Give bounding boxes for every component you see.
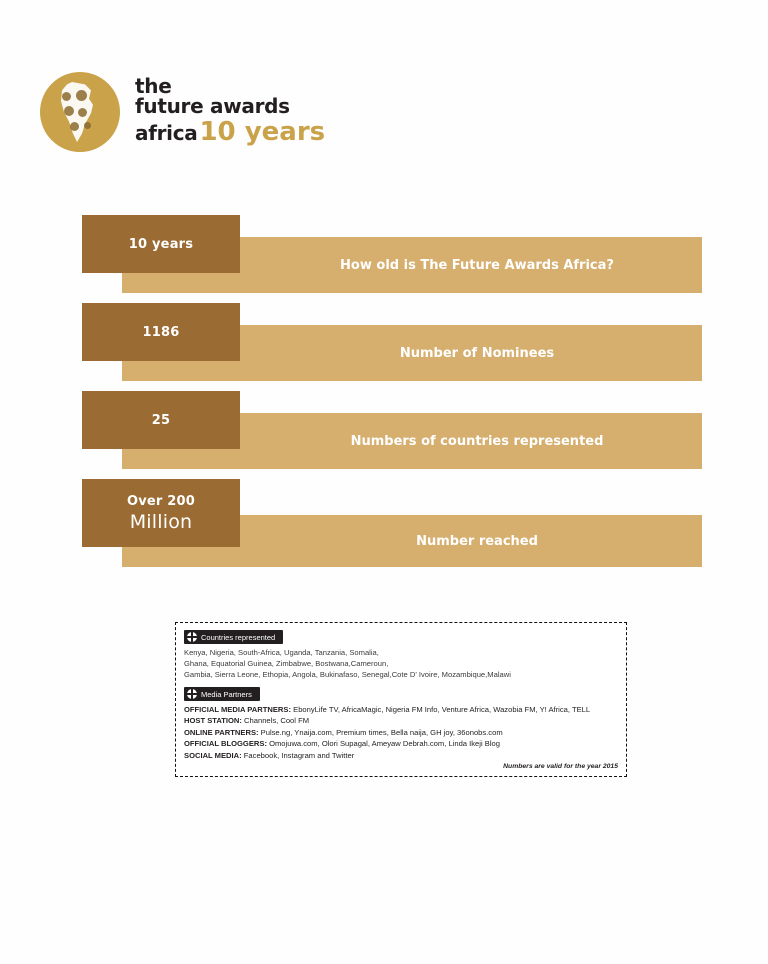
stat-bar-row — [82, 391, 702, 469]
partner-value: Facebook, Instagram and Twitter — [241, 750, 355, 760]
bar-value: Over 200 — [126, 493, 195, 509]
partner-line — [184, 715, 618, 726]
bar-value-block — [82, 303, 240, 361]
stat-bar-row — [82, 479, 702, 575]
bar-value: 25 — [151, 412, 171, 428]
bar-value-secondary: Million — [129, 510, 193, 533]
partner-line — [184, 727, 618, 738]
partners-list — [184, 704, 618, 761]
africa-logo-icon — [40, 72, 120, 152]
partner-value: Channels, Cool FM — [241, 716, 310, 726]
bar-value-block — [82, 391, 240, 449]
logo-line-africa: africa — [135, 120, 198, 145]
partner-key: HOST STATION: — [184, 716, 242, 726]
partner-key: ONLINE PARTNERS: — [184, 727, 259, 737]
globe-icon — [187, 632, 197, 642]
logo-line-future-awards: future awards — [135, 94, 290, 119]
countries-line: Kenya, Nigeria, South-Africa, Uganda, Tanzania, Somalia, — [184, 648, 379, 657]
partner-line — [184, 750, 618, 761]
bar-value: 10 years — [128, 236, 194, 252]
logo-dot — [62, 92, 71, 101]
partner-line — [184, 738, 618, 749]
logo-dot — [78, 108, 87, 117]
logo-dot — [70, 122, 79, 131]
bar-value-block — [82, 479, 240, 547]
countries-list — [184, 647, 618, 680]
logo-dot — [76, 90, 87, 101]
logo-years-label: 10 years — [199, 116, 326, 147]
logo-dot — [64, 106, 74, 116]
globe-icon — [187, 689, 197, 699]
logo-line-the: the — [135, 74, 172, 98]
partner-value: Omojuwa.com, Olori Supagal, Ameyaw Debrah.com, Linda Ikeji Blog — [266, 739, 500, 749]
logo-line-africa-row — [135, 117, 435, 147]
media-tag-label: Media Partners — [201, 689, 252, 699]
stat-bar-row — [82, 215, 702, 293]
bar-label: Number reached — [416, 533, 538, 549]
partner-key: OFFICIAL BLOGGERS: — [184, 739, 267, 749]
logo-header — [40, 70, 440, 160]
stat-bar-row — [82, 303, 702, 381]
countries-line: Ghana, Equatorial Guinea, Zimbabwe, Bostwana,Cameroun, — [184, 659, 389, 668]
partner-value: Pulse.ng, Ynaija.com, Premium times, Bella naija, GH joy, 36onobs.com — [258, 727, 503, 737]
media-partners-tag — [184, 687, 260, 701]
partner-line — [184, 704, 618, 715]
countries-represented-tag — [184, 630, 283, 644]
partner-value: EbonyLife TV, AfricaMagic, Nigeria FM Info, Venture Africa, Wazobia FM, Y! Africa, TELL — [291, 705, 591, 714]
bar-label: Number of Nominees — [399, 345, 555, 361]
countries-line: Gambia, Sierra Leone, Ethopia, Angola, Bukinafaso, Senegal,Cote D' Ivoire, Mozambique,Malawi — [184, 670, 511, 679]
footer-info-box — [175, 622, 627, 777]
partner-key: SOCIAL MEDIA: — [184, 750, 242, 760]
partner-key: OFFICIAL MEDIA PARTNERS: — [184, 705, 292, 714]
validity-note: Numbers are valid for the year 2015 — [503, 763, 618, 770]
bar-value-block — [82, 215, 240, 273]
bar-label: Numbers of countries represented — [350, 433, 604, 449]
bar-label: How old is The Future Awards Africa? — [340, 257, 614, 273]
logo-dot — [84, 122, 91, 129]
stats-bar-chart — [82, 215, 702, 585]
countries-tag-label: Countries represented — [201, 632, 276, 642]
logo-wordmark — [135, 76, 435, 147]
bar-value: 1186 — [142, 324, 180, 340]
